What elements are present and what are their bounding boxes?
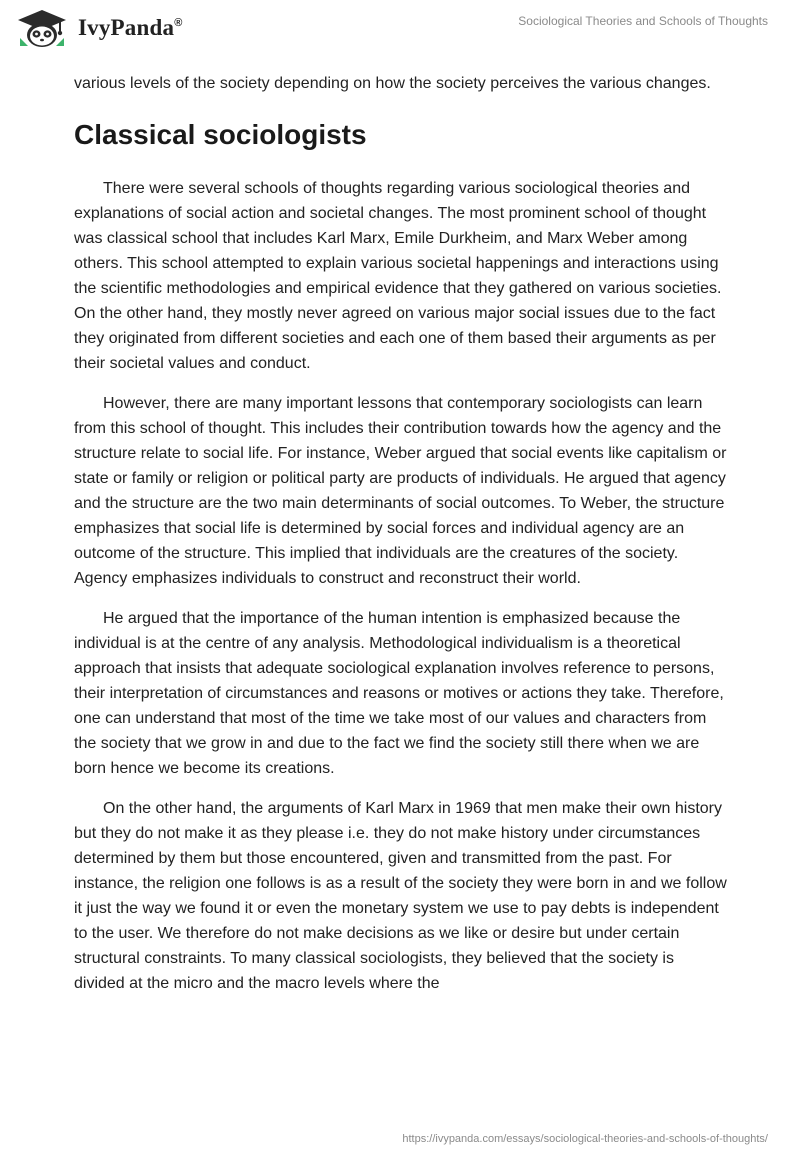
paragraph-4: On the other hand, the arguments of Karl Marx in 1969 that men make their own history but they do not make it as they please i.e. they do not make history under circumstances determined by them but those encountered, given and transmitted from the past. For instance, the religion one follows is as a result of the society they were born in and we follow it just the way we found it or even the monetary system we use to pay debts is independent to the user. We therefore do not make decisions as we like or desire but under certain structural constraints. To many classical sociologists, they believed that the society is divided at the micro and the macro levels where the <box>74 800 727 992</box>
document-title: Sociological Theories and Schools of Thoughts <box>518 14 768 28</box>
section-heading: Classical sociologists <box>74 119 367 150</box>
paragraph-3: He argued that the importance of the human intention is emphasized because the individual is at the centre of any analysis. Methodological individualism is a theoretical approach that insists that adequate sociological explanation involves reference to persons, their interpretation of circumstances and reasons or motives or actions they take. Therefore, one can understand that most of the time we take most of our values and characters from the society that we grow in and due to the fact we find the society still there when we are born hence we become its creations. <box>74 610 724 777</box>
panda-logo-icon <box>14 8 70 48</box>
paragraph-2: However, there are many important lessons that contemporary sociologists can learn from this school of thought. This includes their contribution towards how the agency and the structure relate to social life. For instance, Weber argued that social events like capitalism or state or family or religion or political party are products of individuals. He argued that agency and the structure are the two main determinants of social outcomes. To Weber, the structure emphasizes that social life is determined by social forces and individual agency are an outcome of the structure. This implied that individuals are the creatures of the society. Agency emphasizes individuals to construct and reconstruct their world. <box>74 395 727 587</box>
essay-content <box>74 71 728 1011</box>
paragraph-1: There were several schools of thoughts regarding various sociological theories and explanations of social action and societal changes. The most prominent school of thought was classical school that includes Karl Marx, Emile Durkheim, and Marx Weber among others. This school attempted to explain various societal happenings and interactions using the scientific methodologies and empirical evidence that they gathered on various societies. On the other hand, they mostly never agreed on various major social issues due to the fact they originated from different societies and each one of them based their arguments as per their societal values and conduct. <box>74 180 722 372</box>
intro-paragraph-fragment: various levels of the society depending on how the society perceives the various changes. <box>74 75 711 92</box>
logo-wordmark: IvyPanda® <box>78 15 183 40</box>
source-url[interactable]: https://ivypanda.com/essays/sociological-theories-and-schools-of-thoughts/ <box>402 1133 768 1145</box>
ivypanda-logo[interactable] <box>14 8 183 48</box>
